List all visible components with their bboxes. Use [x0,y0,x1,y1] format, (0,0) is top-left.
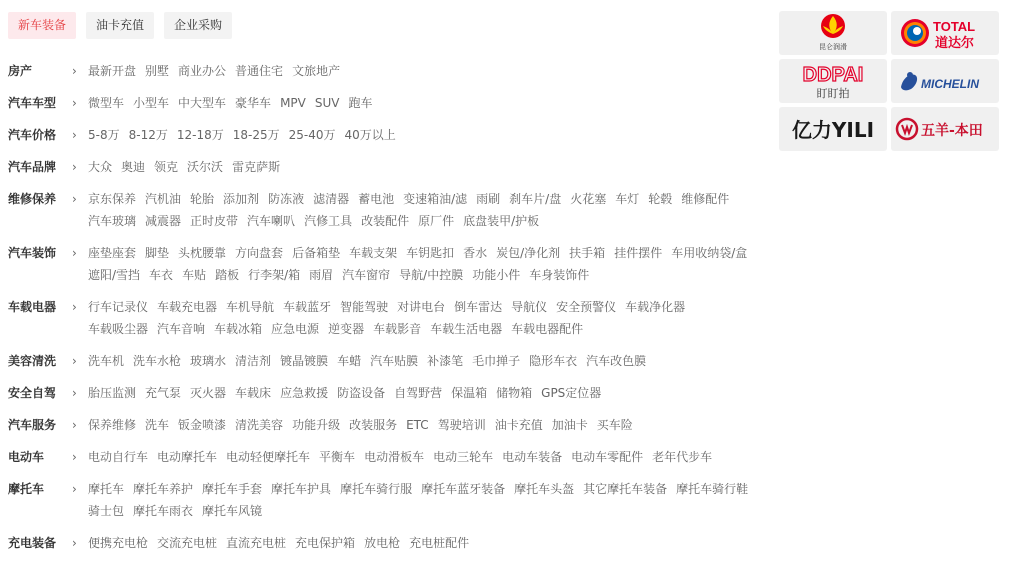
category-name[interactable]: 电动车 [8,450,45,464]
category-link[interactable]: 摩托车 [88,482,125,496]
category-link[interactable]: 汽修工具 [304,214,353,228]
category-link[interactable]: 导航/中控膜 [399,268,464,282]
category-link[interactable]: 车载生活电器 [430,322,503,336]
category-link[interactable]: 5-8万 [88,128,120,142]
category-link[interactable]: 汽车窗帘 [342,268,391,282]
category-link[interactable]: 洗车 [145,418,170,432]
category-link[interactable]: 洗车水枪 [133,354,182,368]
category-link[interactable]: 钣金喷漆 [178,418,227,432]
chevron-right-icon[interactable]: › [72,160,77,174]
category-link[interactable]: 商业办公 [178,64,227,78]
category-row [8,446,758,468]
category-link[interactable]: 摩托车手套 [202,482,263,496]
category-link[interactable]: 汽机油 [145,192,182,206]
category-link[interactable]: 车载影音 [373,322,422,336]
category-link[interactable]: 镀晶镀膜 [280,354,329,368]
category-row [8,414,758,436]
category-link[interactable]: 防盗设备 [337,386,386,400]
category-link[interactable]: 行李架/箱 [248,268,301,282]
category-row [8,382,758,404]
category-link[interactable]: 车衣 [149,268,174,282]
category-links [88,350,758,372]
tab-enterprise-purchase[interactable]: 企业采购 [164,12,232,39]
category-link[interactable]: 豪华车 [235,96,272,110]
chevron-right-icon[interactable]: › [72,96,77,110]
category-link[interactable]: 智能驾驶 [340,300,389,314]
category-link[interactable]: 扶手箱 [569,246,606,260]
category-links [88,156,758,178]
category-link[interactable]: 车载净化器 [625,300,686,314]
category-link[interactable]: 汽车喇叭 [247,214,296,228]
chevron-right-icon[interactable]: › [72,354,77,368]
category-link[interactable]: 电动滑板车 [364,450,425,464]
category-link[interactable]: 京东保养 [88,192,137,206]
category-link[interactable]: 玻璃水 [190,354,227,368]
category-link[interactable]: 变速箱油/滤 [403,192,468,206]
category-link[interactable]: 对讲电台 [397,300,446,314]
category-link[interactable]: 电动摩托车 [157,450,218,464]
category-link[interactable]: 汽车贴膜 [370,354,419,368]
category-links [88,188,758,232]
category-link[interactable]: 车载蓝牙 [283,300,332,314]
category-link[interactable]: 25-40万 [288,128,336,142]
category-name[interactable]: 摩托车 [8,482,45,496]
category-row [8,242,758,286]
category-row [8,478,758,522]
category-link[interactable]: 隐形车衣 [529,354,578,368]
category-name[interactable]: 房产 [8,64,33,78]
chevron-right-icon[interactable]: › [72,418,77,432]
category-link[interactable]: 直流充电桩 [226,536,287,550]
category-link[interactable]: 8-12万 [128,128,168,142]
category-link[interactable]: 储物箱 [496,386,533,400]
brand-grid [779,11,999,151]
yili-logo-icon [781,109,885,149]
category-link[interactable]: 导航仪 [511,300,548,314]
category-link[interactable]: 摩托车骑行服 [340,482,413,496]
ddpai-cn-text: 盯盯拍 [816,87,850,100]
category-links [88,382,758,404]
category-row [8,124,758,146]
category-link[interactable]: 雷克萨斯 [232,160,281,174]
category-link[interactable]: 踏板 [215,268,240,282]
tab-new-car-equipment[interactable]: 新车装备 [8,12,76,39]
category-link[interactable]: 保养维修 [88,418,137,432]
chevron-right-icon[interactable]: › [72,386,77,400]
category-link[interactable]: 防冻液 [268,192,305,206]
category-links [88,92,758,114]
category-link[interactable]: 电动车装备 [502,450,563,464]
category-row [8,156,758,178]
category-link[interactable]: SUV [314,96,340,110]
tab-bar [8,12,232,39]
category-link[interactable]: 小型车 [133,96,170,110]
category-row [8,92,758,114]
category-link[interactable]: 微型车 [88,96,125,110]
category-link[interactable]: 减震器 [145,214,182,228]
category-links [88,124,758,146]
chevron-right-icon[interactable]: › [72,300,77,314]
category-link[interactable]: 车载吸尘器 [88,322,149,336]
category-link[interactable]: 充气泵 [145,386,182,400]
category-name[interactable]: 美容清洗 [8,354,57,368]
category-link[interactable]: 功能升级 [292,418,341,432]
category-link[interactable]: 大众 [88,160,113,174]
brand-ddpai[interactable] [779,59,887,103]
category-name[interactable]: 车载电器 [8,300,57,314]
category-name[interactable]: 维修保养 [8,192,57,206]
kunlun-logo-icon [798,12,868,54]
category-link[interactable]: 行车记录仪 [88,300,149,314]
brand-wuyang-honda[interactable] [891,107,999,151]
category-link[interactable]: 应急救援 [280,386,329,400]
category-link[interactable]: 充电保护箱 [295,536,356,550]
category-link[interactable]: 驾驶培训 [437,418,486,432]
category-link[interactable]: 车载冰箱 [214,322,263,336]
michelin-text: MICHELIN [921,77,979,91]
category-name[interactable]: 汽车服务 [8,418,57,432]
category-link[interactable]: 别墅 [145,64,170,78]
category-link[interactable]: 座垫座套 [88,246,137,260]
category-link[interactable]: 方向盘套 [235,246,284,260]
chevron-right-icon[interactable]: › [72,450,77,464]
category-link[interactable]: 洗车机 [88,354,125,368]
category-links [88,446,758,468]
category-link[interactable]: 车载支架 [349,246,398,260]
brand-total[interactable] [891,11,999,55]
category-link[interactable]: 雨刷 [476,192,501,206]
category-link[interactable]: 倒车雷达 [454,300,503,314]
category-link[interactable]: 胎压监测 [88,386,137,400]
category-link[interactable]: 车身装饰件 [529,268,590,282]
category-row [8,60,758,82]
category-link[interactable]: 车用收纳袋/盒 [671,246,748,260]
category-link[interactable]: 轮胎 [190,192,215,206]
category-links [88,296,758,340]
total-cn-text: 道达尔 [935,36,975,51]
category-links [88,414,758,436]
category-link[interactable]: 最新开盘 [88,64,137,78]
brand-kunlun[interactable] [779,11,887,55]
category-list [8,60,758,564]
category-link[interactable]: 清洁剂 [235,354,272,368]
category-links [88,60,758,82]
category-link[interactable]: 车载充电器 [157,300,218,314]
category-link[interactable]: 便携充电枪 [88,536,149,550]
category-link[interactable]: 骑士包 [88,504,125,518]
yili-text: 亿力YILI [791,118,875,142]
category-link[interactable]: 汽车玻璃 [88,214,137,228]
category-link[interactable]: 沃尔沃 [187,160,224,174]
total-text: TOTAL [933,19,976,34]
category-link[interactable]: 头枕腰靠 [178,246,227,260]
category-link[interactable]: 奥迪 [121,160,146,174]
category-link[interactable]: 自驾野营 [394,386,443,400]
chevron-right-icon[interactable]: › [72,192,77,206]
category-name[interactable]: 汽车装饰 [8,246,57,260]
category-link[interactable]: 功能小件 [472,268,521,282]
chevron-right-icon[interactable]: › [72,64,77,78]
category-link[interactable]: 电动自行车 [88,450,149,464]
category-link[interactable]: 加油卡 [551,418,588,432]
category-link[interactable]: 原厂件 [418,214,455,228]
category-link[interactable]: 脚垫 [145,246,170,260]
category-link[interactable]: 刹车片/盘 [509,192,562,206]
category-row [8,350,758,372]
category-link[interactable]: 毛巾掸子 [472,354,521,368]
category-link[interactable]: 车机导航 [226,300,275,314]
category-link[interactable]: 摩托车骑行鞋 [676,482,749,496]
category-link[interactable]: 炭包/净化剂 [496,246,561,260]
category-link[interactable]: 充电桩配件 [409,536,470,550]
category-link[interactable]: 挂件摆件 [614,246,663,260]
category-link[interactable]: 摩托车护具 [271,482,332,496]
category-link[interactable]: 底盘装甲/护板 [463,214,540,228]
wuyang-logo-icon [893,109,997,149]
category-link[interactable]: 火花塞 [570,192,607,206]
category-link[interactable]: 领克 [154,160,179,174]
category-link[interactable]: 交流充电桩 [157,536,218,550]
category-link[interactable]: 后备箱垫 [292,246,341,260]
category-link[interactable]: 中大型车 [178,96,227,110]
category-links [88,532,758,554]
category-link[interactable]: 补漆笔 [427,354,464,368]
total-logo-icon [893,13,997,53]
category-link[interactable]: 车载电器配件 [511,322,584,336]
category-name[interactable]: 汽车品牌 [8,160,57,174]
category-name[interactable]: 汽车车型 [8,96,57,110]
category-link[interactable]: 其它摩托车装备 [583,482,668,496]
category-links [88,242,758,286]
category-links [88,478,758,522]
category-link[interactable]: 电动轻便摩托车 [226,450,311,464]
brand-yili[interactable] [779,107,887,151]
category-name[interactable]: 充电装备 [8,536,57,550]
ddpai-logo-icon [779,61,887,101]
wuyang-text: 五羊-本田 [921,123,983,139]
category-link[interactable]: 18-25万 [232,128,280,142]
category-link[interactable]: 应急电源 [271,322,320,336]
kunlun-text: 昆仑润滑 [819,43,847,51]
category-link[interactable]: 改装服务 [349,418,398,432]
category-link[interactable]: 车蜡 [337,354,362,368]
category-link[interactable]: 汽车音响 [157,322,206,336]
category-link[interactable]: 灭火器 [190,386,227,400]
category-link[interactable]: 老年代步车 [652,450,713,464]
category-link[interactable]: 40万以上 [344,128,396,142]
brand-michelin[interactable] [891,59,999,103]
category-link[interactable]: 买车险 [596,418,633,432]
category-link[interactable]: 正时皮带 [190,214,239,228]
category-link[interactable]: 蓄电池 [358,192,395,206]
category-link[interactable]: GPS定位器 [541,386,602,400]
category-link[interactable]: 摩托车蓝牙装备 [421,482,506,496]
category-link[interactable]: 电动车零配件 [571,450,644,464]
category-link[interactable]: 汽车改色膜 [586,354,647,368]
category-link[interactable]: 放电枪 [364,536,401,550]
category-link[interactable]: 逆变器 [328,322,365,336]
category-link[interactable]: 12-18万 [176,128,224,142]
category-row [8,532,758,554]
category-link[interactable]: 遮阳/雪挡 [88,268,141,282]
category-link[interactable]: 车灯 [615,192,640,206]
category-link[interactable]: 电动三轮车 [433,450,494,464]
category-link[interactable]: 普通住宅 [235,64,284,78]
category-link[interactable]: 摩托车风镜 [202,504,263,518]
category-row [8,188,758,232]
category-link[interactable]: 清洗美容 [235,418,284,432]
chevron-right-icon[interactable]: › [72,246,77,260]
category-link[interactable]: 平衡车 [319,450,356,464]
chevron-right-icon[interactable]: › [72,482,77,496]
chevron-right-icon[interactable]: › [72,536,77,550]
category-link[interactable]: 车贴 [182,268,207,282]
category-link[interactable]: 香水 [463,246,488,260]
category-link[interactable]: 油卡充值 [494,418,543,432]
chevron-right-icon[interactable]: › [72,128,77,142]
category-link[interactable]: ETC [406,418,429,432]
category-link[interactable]: 车载床 [235,386,272,400]
category-link[interactable]: 保温箱 [451,386,488,400]
category-link[interactable]: 改装配件 [361,214,410,228]
category-link[interactable]: 安全预警仪 [556,300,617,314]
category-link[interactable]: 跑车 [348,96,373,110]
category-link[interactable]: 添加剂 [223,192,260,206]
tab-fuel-card-recharge[interactable]: 油卡充值 [86,12,154,39]
category-link[interactable]: 轮毂 [648,192,673,206]
category-link[interactable]: 摩托车养护 [133,482,194,496]
category-link[interactable]: 摩托车头盔 [514,482,575,496]
category-link[interactable]: 滤清器 [313,192,350,206]
category-name[interactable]: 汽车价格 [8,128,57,142]
category-link[interactable]: 文旅地产 [292,64,341,78]
category-link[interactable]: 雨眉 [309,268,334,282]
category-link[interactable]: MPV [280,96,306,110]
category-row [8,296,758,340]
michelin-logo-icon [893,61,997,101]
category-link[interactable]: 摩托车雨衣 [133,504,194,518]
category-link[interactable]: 车钥匙扣 [406,246,455,260]
category-link[interactable]: 维修配件 [681,192,730,206]
ddpai-text: DDPAI [802,64,864,86]
category-name[interactable]: 安全自驾 [8,386,57,400]
